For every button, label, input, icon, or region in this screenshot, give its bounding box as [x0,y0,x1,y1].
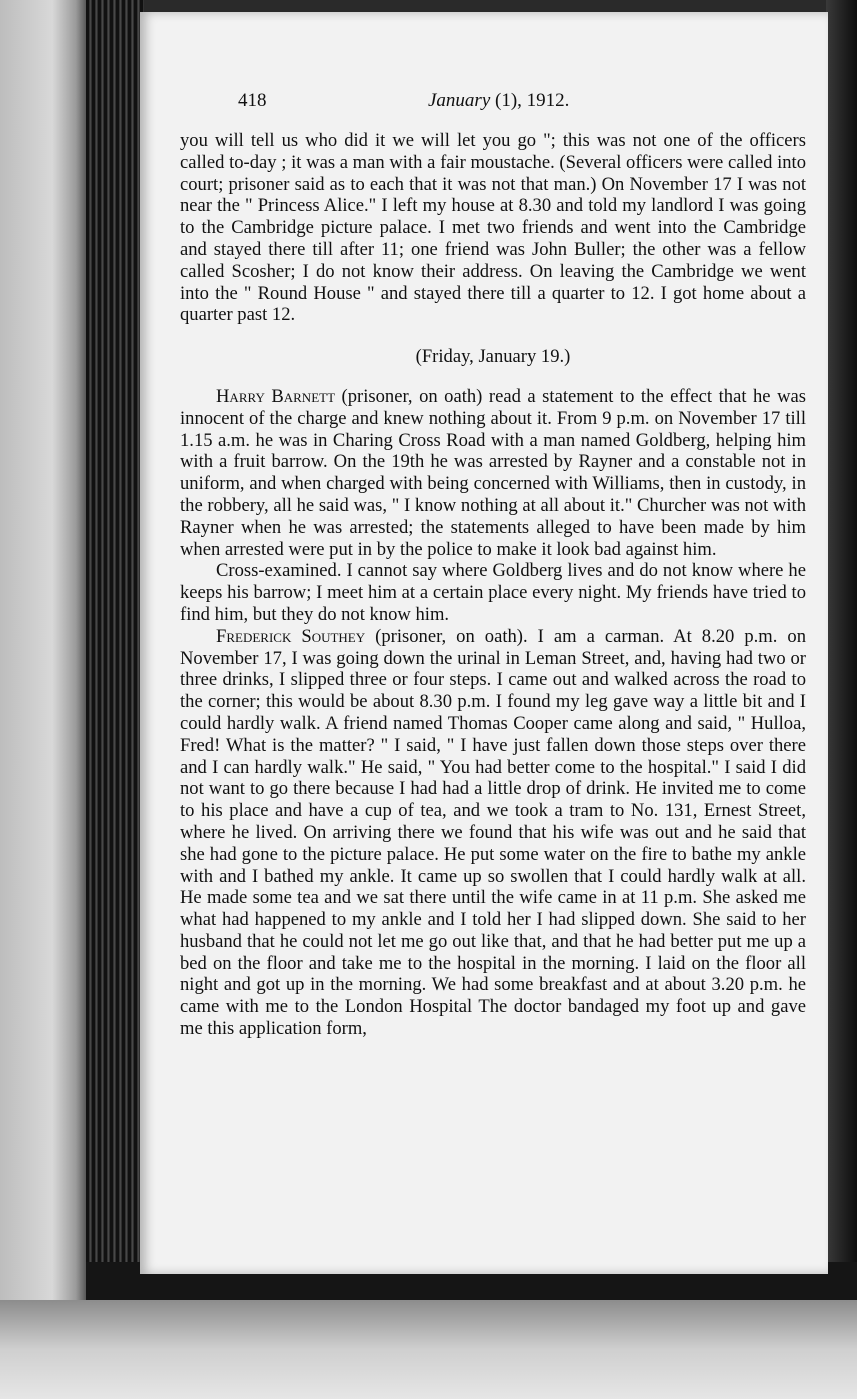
paragraph-frederick-southey [180,626,806,1040]
scan-background-left [0,0,95,1399]
page-body [180,130,806,1040]
paragraph-continued: you will tell us who did it we will let you go "; this was not one of the officers called to-day ; it was a man with a fair moustache. (Several officers were called into court; prisoner said as to each that it was not that man.) On November 17 I was not near the " Princess Alice." I left my house at 8.30 and told my landlord I was going to the Cambridge picture palace. I met two friends and went into the Cambridge and stayed there till after 11; one friend was John Buller; the other was a fellow called Scosher; I do not know their address. On leaving the Cambridge we went into the " Round House " and stayed there till a quarter to 12. I got home about a quarter past 12. [180,130,806,326]
speaker-name: Harry Barnett [216,385,336,407]
paragraph-cross-examined: Cross-examined. I cannot say where Goldberg lives and do not know where he keeps his barrow; I meet him at a certain place every night. My friends have tried to find him, but they do not know him. [180,560,806,625]
scan-background-right [826,0,857,1290]
scan-background-bottom [0,1300,857,1399]
page-number: 418 [238,90,267,111]
paragraph-text: (prisoner, on oath). I am a carman. At 8.20 p.m. on November 17, I was going down the urinal in Leman Street, and, having had two or three drinks, I slipped three or four steps. I came out and walked across the road to the corner; this would be about 8.30 p.m. I found my leg gave way a little bit and I could hardly walk. A friend named Thomas Cooper came along and said, " Hulloa, Fred! What is the matter? " I said, " I have just fallen down those steps over there and I can hardly walk." He said, " You had better come to the hospital." I said I did not want to go there because I had had a little drop of drink. He invited me to come to his place and have a cup of tea, and we took a tram to No. 131, Ernest Street, where he lived. On arriving there we found that his wife was out and he said that she had gone to the picture palace. He put some water on the fire to bathe my ankle with and I bathed my ankle. It came up so swollen that I could hardly walk at all. He made some tea and we sat there until the wife came in at 11 p.m. She asked me what had happened to my ankle and I told her I had slipped down. She said to her husband that he could not let me go out like that, and that he had better put me up a bed on the floor and take me to the hospital in the morning. I laid on the floor all night and got up in the morning. We had some breakfast and at about 3.20 p.m. he came with me to the London Hospital The doctor bandaged my foot up and gave me this application form, [180,625,807,1040]
running-title-month: January [428,90,491,111]
running-title [428,90,569,112]
speaker-name: Frederick Southey [216,625,366,647]
running-title-rest: (1), 1912. [490,90,570,111]
book-binding-gutter [86,0,144,1290]
paragraph-harry-barnett [180,386,806,560]
date-heading: (Friday, January 19.) [415,346,571,368]
paragraph-text: (prisoner, on oath) read a statement to the effect that he was innocent of the charge and knew nothing about it. From 9 p.m. on November 17 till 1.15 a.m. he was in Charing Cross Road with a man named Goldberg, helping him with a fruit barrow. On the 19th he was arrested by Rayner and a constable not in uniform, and when charged with being concerned with Williams, then in custody, in the robbery, all he said was, " I know nothing at all about it." Churcher was not with Rayner when he was arrested; the statements alleged to have been made by him when arrested were put in by the police to make it look bad against him. [180,385,806,560]
